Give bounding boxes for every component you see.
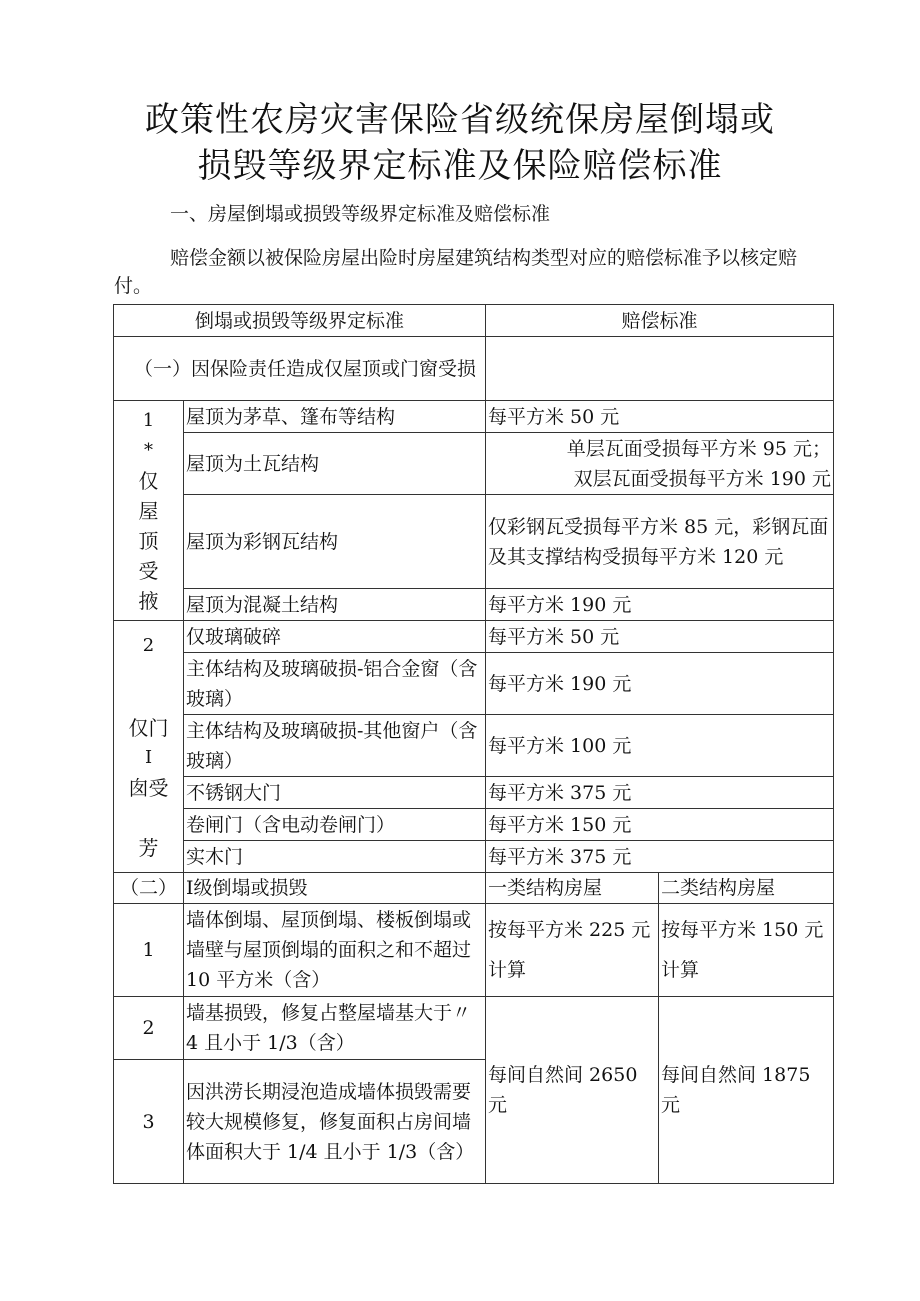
table-row xyxy=(114,401,834,433)
header-criteria: 倒塌或损毁等级界定标准 xyxy=(114,305,486,337)
group-2-char: 囱受 xyxy=(128,775,169,800)
roof-comp: 仅彩钢瓦受损每平方米 85 元，彩钢瓦面及其支撑结构受损每平方米 120 元 xyxy=(486,495,834,589)
door-comp: 每平方米 100 元 xyxy=(486,715,834,777)
subsection-1-heading: （一）因保险责任造成仅屋顶或门窗受损 xyxy=(114,337,486,401)
table-row xyxy=(114,621,834,653)
empty-cell xyxy=(486,337,834,401)
group-1-char: 仅 xyxy=(138,468,159,493)
roof-desc: 屋顶为土瓦结构 xyxy=(184,433,486,495)
door-desc: 卷闸门（含电动卷闸门） xyxy=(184,809,486,841)
subsection-2-heading: Ⅰ级倒塌或损毁 xyxy=(184,873,486,904)
group-1-number: 1 xyxy=(142,409,155,431)
roof-desc: 屋顶为茅草、篷布等结构 xyxy=(184,401,486,433)
door-comp: 每平方米 190 元 xyxy=(486,653,834,715)
table-row xyxy=(114,904,834,997)
door-comp: 每平方米 375 元 xyxy=(486,777,834,809)
door-desc: 主体结构及玻璃破损-其他窗户（含玻璃） xyxy=(184,715,486,777)
header-compensation: 赔偿标准 xyxy=(486,305,834,337)
document-title-line-1: 政策性农房灾害保险省级统保房屋倒塌或 xyxy=(145,100,775,140)
document-title-line-2: 损毁等级界定标准及保险赔偿标准 xyxy=(197,146,723,186)
row-number: 3 xyxy=(114,1060,184,1184)
section-heading: 一、房屋倒塌或损毁等级界定标准及赔偿标准 xyxy=(170,203,551,225)
damage-desc: 墙体倒塌、屋顶倒塌、楼板倒塌或墙壁与屋顶倒塌的面积之和不超过 10 平方米（含） xyxy=(184,904,486,997)
roof-comp xyxy=(486,433,834,495)
damage-desc: 墙基损毁，修复占整屋墙基大于〃4 且小于 1/3（含） xyxy=(184,997,486,1060)
door-comp: 每平方米 375 元 xyxy=(486,841,834,873)
group-2-char: 仅门 xyxy=(128,715,169,740)
table-row xyxy=(114,777,834,809)
table-row xyxy=(114,653,834,715)
group-1-mark: * xyxy=(144,439,153,461)
roof-desc: 屋顶为混凝土结构 xyxy=(184,589,486,621)
table-row xyxy=(114,873,834,904)
column-type-1: 一类结构房屋 xyxy=(486,873,659,904)
group-1-char: 屋 xyxy=(138,498,159,523)
comp-type-1: 按每平方米 225 元计算 xyxy=(486,904,659,997)
roof-comp-single: 单层瓦面受损每平方米 95 元； xyxy=(566,437,832,460)
group-1-char: 顶 xyxy=(138,528,159,553)
table-row xyxy=(114,997,834,1060)
door-desc: 实木门 xyxy=(184,841,486,873)
table-row xyxy=(114,433,834,495)
roof-comp-double: 双层瓦面受损每平方米 190 元 xyxy=(573,467,832,490)
group-2-char: 芳 xyxy=(138,835,159,860)
roof-comp: 每平方米 190 元 xyxy=(486,589,834,621)
door-comp: 每平方米 50 元 xyxy=(486,621,834,653)
table-row xyxy=(114,715,834,777)
group-2-number: 2 xyxy=(142,634,155,656)
door-desc: 不锈钢大门 xyxy=(184,777,486,809)
damage-desc: 因洪涝长期浸泡造成墙体损毁需要较大规模修复，修复面积占房间墙体面积大于 1/4 且小于 1/3（含） xyxy=(184,1060,486,1184)
comp-type-2: 按每平方米 150 元计算 xyxy=(659,904,834,997)
group-2-char: I xyxy=(144,746,153,768)
table-row xyxy=(114,589,834,621)
group-1-label xyxy=(114,401,184,621)
table-row xyxy=(114,337,834,401)
table-row xyxy=(114,841,834,873)
standards-table xyxy=(113,304,834,1184)
table-row xyxy=(114,495,834,589)
group-2-char xyxy=(116,803,181,833)
table-header-row xyxy=(114,305,834,337)
roof-desc: 屋顶为彩钢瓦结构 xyxy=(184,495,486,589)
group-1-char: 掖 xyxy=(138,588,159,613)
group-2-label xyxy=(114,621,184,873)
door-desc: 仅玻璃破碎 xyxy=(184,621,486,653)
comp-type-1: 每间自然间 2650 元 xyxy=(486,997,659,1184)
intro-paragraph: 赔偿金额以被保险房屋出险时房屋建筑结构类型对应的赔偿标准予以核定赔付。 xyxy=(114,247,798,297)
door-comp: 每平方米 150 元 xyxy=(486,809,834,841)
group-1-char: 受 xyxy=(138,558,159,583)
door-desc: 主体结构及玻璃破损-铝合金窗（含玻璃） xyxy=(184,653,486,715)
table-row xyxy=(114,809,834,841)
row-number: 1 xyxy=(114,904,184,997)
row-number: 2 xyxy=(114,997,184,1060)
comp-type-2: 每间自然间 1875 元 xyxy=(659,997,834,1184)
subsection-2-label: （二） xyxy=(114,873,184,904)
column-type-2: 二类结构房屋 xyxy=(659,873,834,904)
roof-comp: 每平方米 50 元 xyxy=(486,401,834,433)
